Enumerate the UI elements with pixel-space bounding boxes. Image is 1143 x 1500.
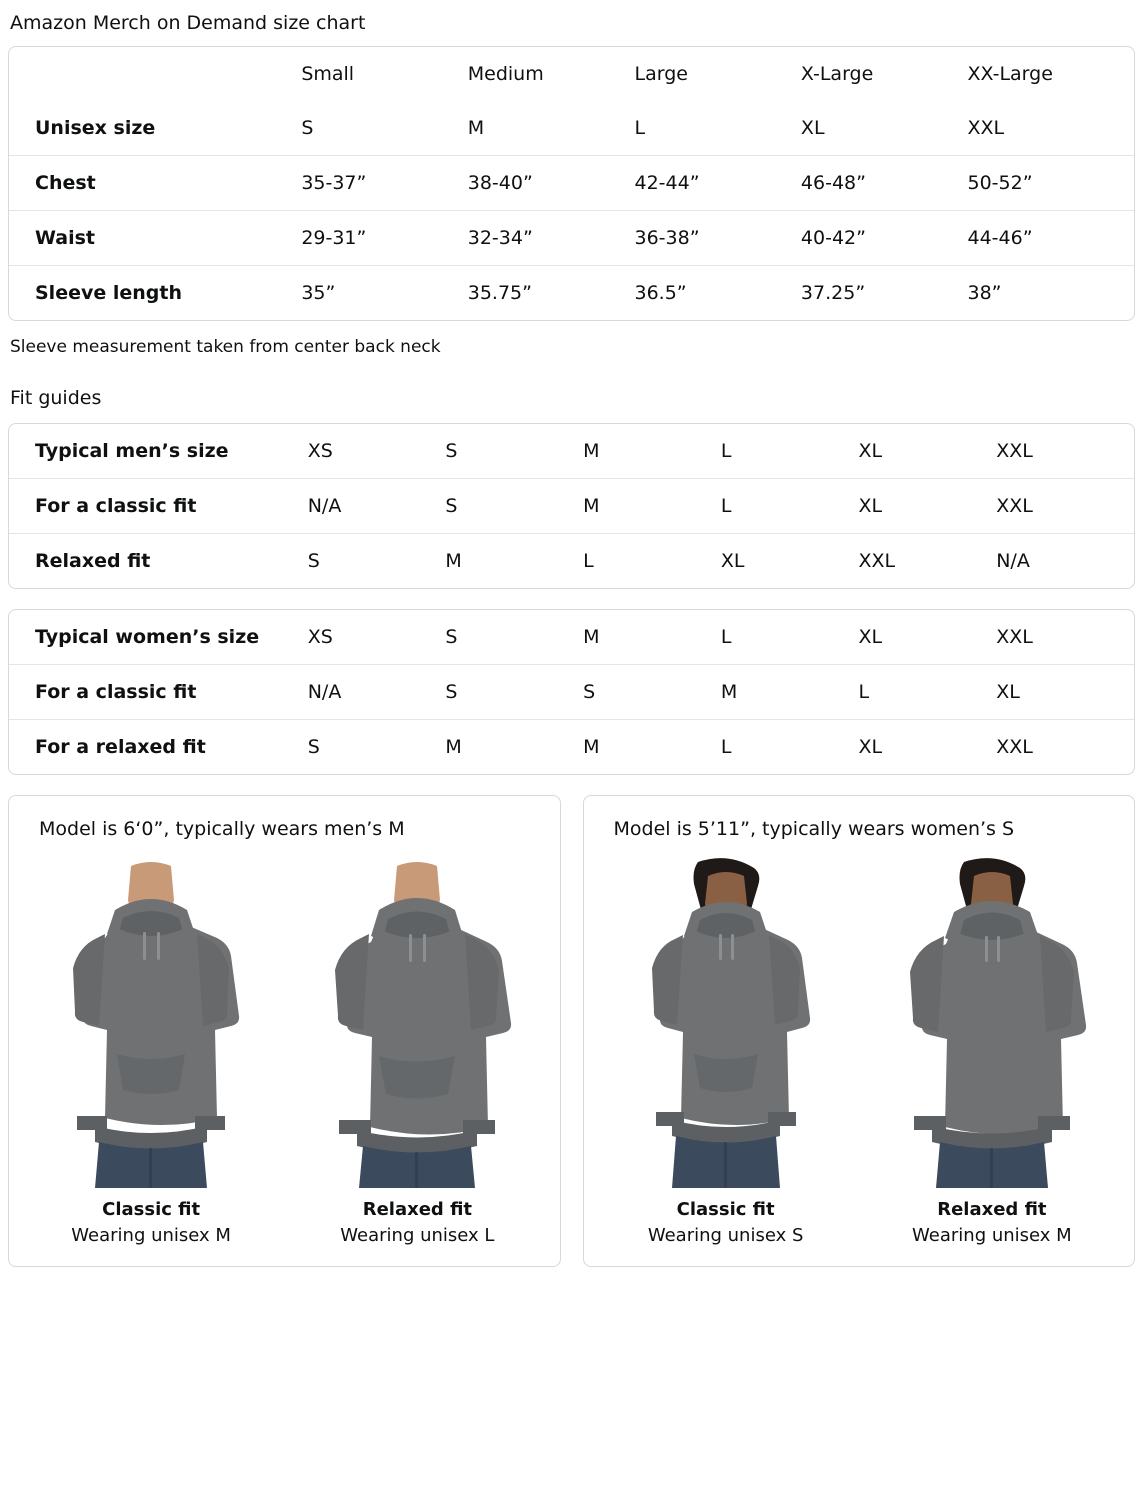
table-row	[9, 534, 1134, 589]
row-label-womens-classic-fit: For a classic fit	[9, 665, 308, 720]
cell-womens-relaxed-2: M	[445, 720, 583, 775]
cell-womens-typical-1: XS	[307, 626, 333, 648]
cell-womens-classic-1: N/A	[308, 665, 446, 720]
cell-mens-relaxed-4: XL	[721, 534, 859, 589]
cell-unisex-size-xxlarge: XXL	[967, 117, 1005, 139]
cell-mens-classic-5: XL	[859, 479, 997, 534]
table-row	[9, 479, 1134, 534]
hoodie-front-figure-icon	[23, 848, 279, 1188]
womens-relaxed-fit-figure	[864, 848, 1120, 1248]
mens-relaxed-fit-wearing: Wearing unisex L	[340, 1225, 495, 1246]
womens-model-figures	[598, 848, 1121, 1248]
cell-sleeve-medium: 35.75”	[468, 266, 635, 321]
cell-mens-classic-3: M	[583, 479, 721, 534]
womens-fit-guide-card	[8, 609, 1135, 775]
column-header-blank	[9, 47, 301, 101]
cell-mens-relaxed-2: M	[445, 534, 583, 589]
table-row	[9, 424, 1134, 479]
cell-waist-small: 29-31”	[301, 211, 467, 266]
cell-unisex-size-medium: M	[467, 117, 485, 139]
cell-womens-typical-5: XL	[858, 626, 883, 648]
row-label-womens-relaxed-fit: For a relaxed fit	[9, 720, 308, 775]
table-row	[9, 266, 1134, 321]
row-label-unisex-size: Unisex size	[35, 117, 156, 139]
womens-classic-fit-wearing: Wearing unisex S	[647, 1225, 804, 1246]
row-label-sleeve-length: Sleeve length	[9, 266, 301, 321]
cell-mens-classic-6: XXL	[996, 479, 1134, 534]
cell-sleeve-large: 36.5”	[634, 266, 800, 321]
cell-waist-xxlarge: 44-46”	[968, 211, 1135, 266]
cell-womens-typical-3: M	[583, 626, 600, 648]
column-header-xlarge: X-Large	[800, 63, 874, 85]
table-row	[9, 101, 1134, 156]
womens-model-card	[583, 795, 1136, 1267]
model-cards-row	[8, 795, 1135, 1267]
cell-womens-classic-3: S	[583, 665, 721, 720]
table-header-row	[9, 47, 1134, 101]
cell-womens-relaxed-3: M	[583, 720, 721, 775]
cell-womens-relaxed-4: L	[721, 720, 859, 775]
cell-womens-typical-2: S	[445, 626, 458, 648]
womens-classic-fit-label: Classic fit	[676, 1199, 775, 1220]
cell-womens-classic-4: M	[721, 665, 859, 720]
row-label-mens-classic-fit: For a classic fit	[9, 479, 308, 534]
mens-model-card	[8, 795, 561, 1267]
row-label-waist: Waist	[9, 211, 301, 266]
womens-fit-table	[9, 610, 1134, 774]
cell-mens-relaxed-3: L	[583, 534, 721, 589]
cell-waist-large: 36-38”	[634, 211, 800, 266]
cell-mens-relaxed-1: S	[308, 534, 446, 589]
cell-sleeve-xxlarge: 38”	[968, 266, 1135, 321]
cell-mens-typical-2: S	[445, 440, 458, 462]
cell-unisex-size-small: S	[301, 117, 314, 139]
table-row	[9, 156, 1134, 211]
row-label-mens-relaxed-fit: Relaxed fit	[9, 534, 308, 589]
table-row	[9, 720, 1134, 775]
page-title: Amazon Merch on Demand size chart	[10, 12, 366, 34]
cell-womens-relaxed-1: S	[308, 720, 446, 775]
table-row	[9, 610, 1134, 665]
mens-relaxed-fit-figure	[289, 848, 545, 1248]
cell-mens-typical-6: XXL	[996, 440, 1033, 462]
mens-model-title: Model is 6‘0”, typically wears men’s M	[39, 818, 405, 840]
cell-mens-typical-5: XL	[858, 440, 883, 462]
cell-unisex-size-xlarge: XL	[800, 117, 825, 139]
cell-chest-small: 35-37”	[301, 156, 467, 211]
fit-guides-heading: Fit guides	[10, 387, 102, 409]
mens-fit-table	[9, 424, 1134, 588]
column-header-small: Small	[301, 63, 355, 85]
cell-chest-large: 42-44”	[634, 156, 800, 211]
row-label-chest: Chest	[9, 156, 301, 211]
mens-classic-fit-figure	[23, 848, 279, 1248]
cell-mens-classic-2: S	[445, 479, 583, 534]
cell-waist-medium: 32-34”	[468, 211, 635, 266]
cell-womens-typical-6: XXL	[996, 626, 1033, 648]
cell-sleeve-xlarge: 37.25”	[801, 266, 968, 321]
column-header-xxlarge: XX-Large	[967, 63, 1053, 85]
column-header-large: Large	[634, 63, 688, 85]
cell-chest-medium: 38-40”	[468, 156, 635, 211]
cell-mens-typical-3: M	[583, 440, 600, 462]
cell-womens-classic-5: L	[859, 665, 997, 720]
cell-mens-typical-1: XS	[307, 440, 333, 462]
mens-classic-fit-label: Classic fit	[102, 1199, 201, 1220]
cell-mens-classic-4: L	[721, 479, 859, 534]
cell-unisex-size-large: L	[634, 117, 646, 139]
womens-model-title: Model is 5’11”, typically wears women’s S	[613, 818, 1015, 840]
size-chart-card	[8, 46, 1135, 321]
size-chart-table	[9, 47, 1134, 320]
cell-mens-classic-1: N/A	[308, 479, 446, 534]
cell-womens-classic-2: S	[445, 665, 583, 720]
womens-relaxed-fit-label: Relaxed fit	[937, 1199, 1047, 1220]
cell-mens-relaxed-6: N/A	[996, 534, 1134, 589]
mens-relaxed-fit-label: Relaxed fit	[362, 1199, 473, 1220]
hoodie-front-figure-icon	[864, 848, 1120, 1188]
cell-chest-xlarge: 46-48”	[801, 156, 968, 211]
womens-relaxed-fit-wearing: Wearing unisex M	[912, 1225, 1072, 1246]
mens-classic-fit-wearing: Wearing unisex M	[71, 1225, 231, 1246]
cell-chest-xxlarge: 50-52”	[968, 156, 1135, 211]
cell-womens-relaxed-5: XL	[859, 720, 997, 775]
cell-womens-typical-4: L	[720, 626, 732, 648]
sleeve-measurement-note: Sleeve measurement taken from center back neck	[10, 337, 441, 357]
row-label-typical-womens-size: Typical women’s size	[35, 626, 260, 648]
cell-sleeve-small: 35”	[301, 266, 467, 321]
row-label-typical-mens-size: Typical men’s size	[35, 440, 229, 462]
cell-womens-relaxed-6: XXL	[996, 720, 1134, 775]
mens-fit-guide-card	[8, 423, 1135, 589]
cell-mens-typical-4: L	[720, 440, 732, 462]
womens-classic-fit-figure	[598, 848, 854, 1248]
table-row	[9, 665, 1134, 720]
hoodie-front-figure-icon	[598, 848, 854, 1188]
cell-mens-relaxed-5: XXL	[859, 534, 997, 589]
cell-waist-xlarge: 40-42”	[801, 211, 968, 266]
cell-womens-classic-6: XL	[996, 665, 1134, 720]
column-header-medium: Medium	[467, 63, 544, 85]
mens-model-figures	[23, 848, 546, 1248]
table-row	[9, 211, 1134, 266]
hoodie-front-figure-icon	[289, 848, 545, 1188]
